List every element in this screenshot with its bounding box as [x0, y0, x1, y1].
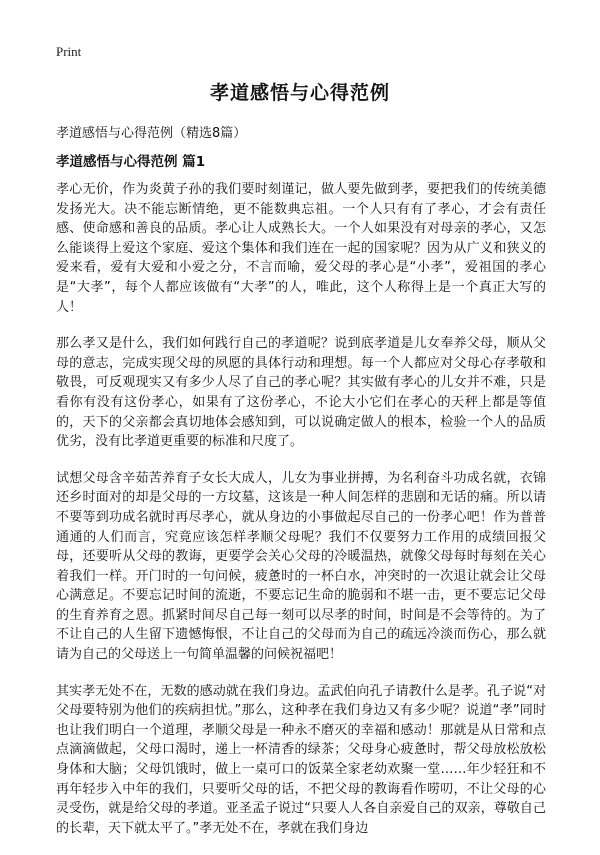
paragraph-4: 其实孝无处不在，无数的感动就在我们身边。孟武伯向孔子请教什么是孝。孔子说“对父母要特别为他们的疾病担忧。”那么，这种孝在我们身边又有多少呢？说道“孝”同时也让我们明白一个道理，孝顺父母是一种永不磨灭的幸福和感动！那就是从日常和点点滴滴做起，父母口渴时，递上一杯清香的绿茶；父母身心疲惫时，帮父母放松放松身体和大脑；父母饥饿时，做上一桌可口的饭菜全家老幼欢聚一堂……年少轻狂和不再年轻步入中年的我们，只要听父母的话，不把父母的教诲看作唠叨，不让父母的心灵受伤，就是给父母的孝道。亚圣孟子说过“只要人人各自亲爱自己的双亲，尊敬自己的长辈，天下就太平了。”孝无处不在，孝就在我们身边 — [56, 683, 546, 836]
document-subtitle: 孝道感悟与心得范例（精选8篇） — [56, 126, 247, 141]
page-title: 孝道感悟与心得范例 — [209, 82, 390, 104]
print-link[interactable]: Print — [56, 44, 82, 59]
paragraph-3: 试想父母含辛茹苦养育子女长大成人，儿女为事业拼搏，为名利奋斗功成名就，衣锦还乡时面对的却是父母的一方坟墓，这该是一种人间怎样的悲剧和无话的痛。所以请不要等到功成名就时再尽孝心，就从身边的小事做起尽自己的一份孝心吧！作为普普通通的人们而言，究竟应该怎样孝顺父母呢？我们不仅要努力工作用的成绩回报父母，还要听从父母的教诲，更要学会关心父母的冷暖温热，就像父母每时每刻在关心着我们一样。开门时的一句问候，疲惫时的一杯白水，冲突时的一次退让就会让父母心满意足。不要忘记时间的流逝，不要忘记生命的脆弱和不堪一击，更不要忘记父母的生育养育之恩。抓紧时间尽自己每一刻可以尽孝的时间，时间是不会等待的。为了不让自己的人生留下遗憾悔恨，不让自己的父母而为自己的疏远冷淡而伤心，那么就请为自己的父母送上一句简单温馨的问候祝福吧！ — [56, 470, 546, 663]
paragraph-2: 那么孝又是什么，我们如何践行自己的孝道呢？说到底孝道是儿女奉养父母，顺从父母的意志，完成实现父母的夙愿的具体行动和理想。每一个人都应对父母心存孝敬和敬畏，可反观现实又有多少人尽了自己的孝心呢？其实做有孝心的儿女并不难，只是看你有没有这份孝心，如果有了这份孝心，不论大小它们在孝心的天秤上都是等值的，天下的父亲都会真切地体会感知到，可以说确定做人的根本，检验一个人的品质优劣，没有比孝道更重要的标准和尺度了。 — [56, 336, 546, 450]
article-body — [56, 180, 546, 855]
paragraph-1: 孝心无价，作为炎黄子孙的我们要时刻谨记，做人要先做到孝，要把我们的传统美德发扬光大。决不能忘断情绝，更不能数典忘祖。一个人只有有了孝心，才会有责任感、使命感和善良的品质。孝心让人成熟长大。一个人如果没有对母亲的孝心，又怎么能谈得上爱这个家庭、爱这个集体和我们连在一起的国家呢？因为从广义和狭义的爱来看，爱有大爱和小爱之分，不言而喻，爱父母的孝心是“小孝”，爱祖国的孝心是“大孝”，每个人都应该做有“大孝”的人，唯此，这个人称得上是一个真正大写的人！ — [56, 182, 546, 315]
section-heading: 孝道感悟与心得范例 篇1 — [56, 154, 206, 170]
